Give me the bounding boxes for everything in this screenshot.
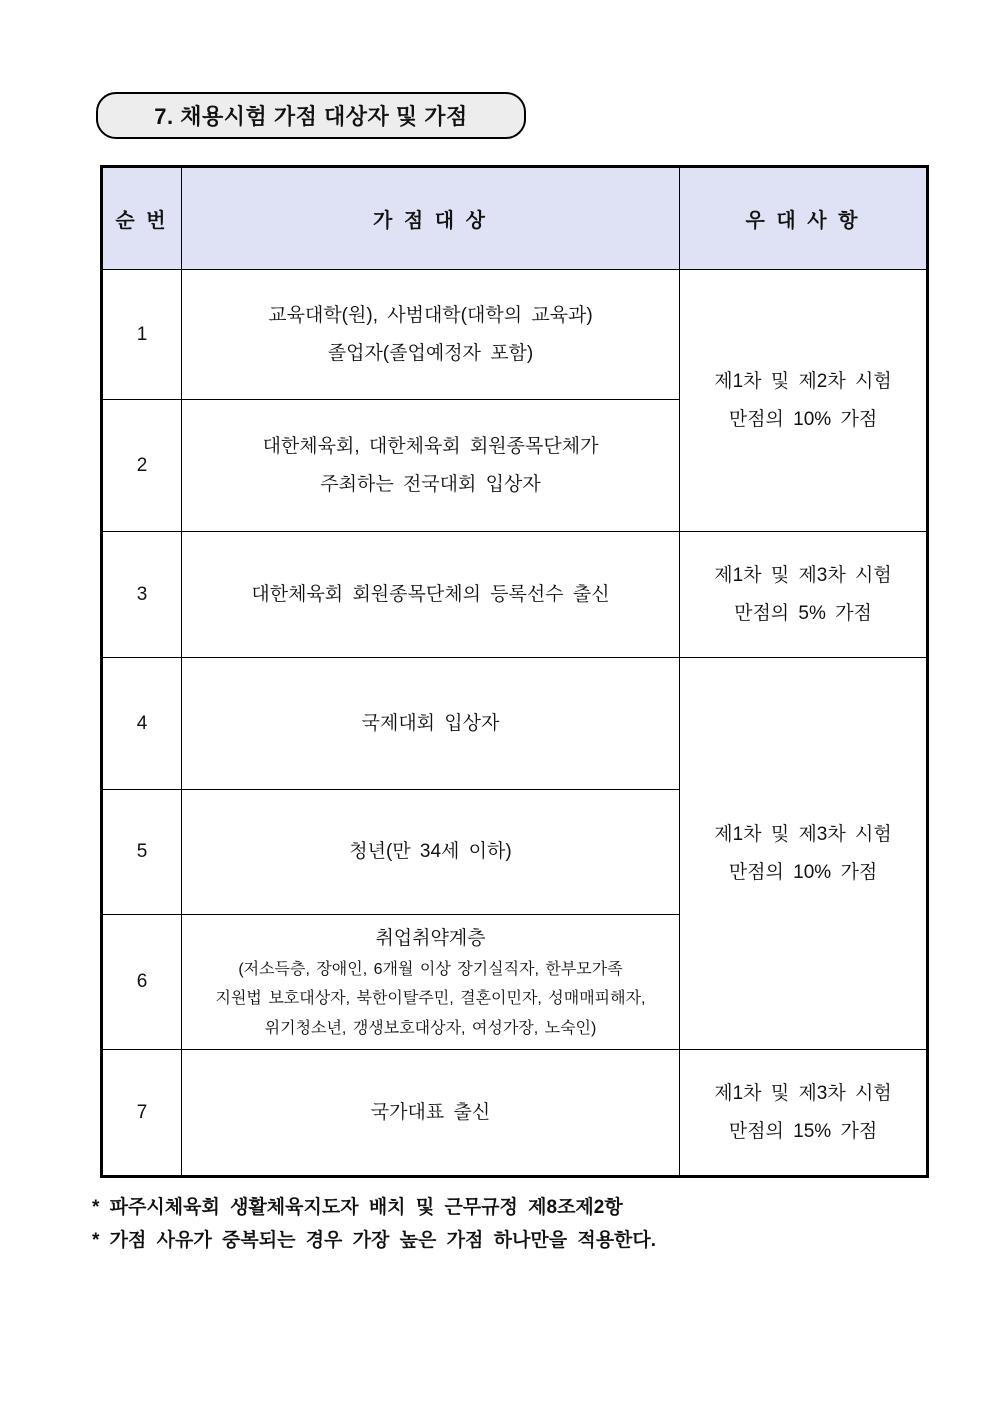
target-line: 국가대표 출신 [370,1101,491,1123]
bonus-target-cell [182,1050,680,1177]
bonus-target-cell [182,915,680,1050]
row-number-cell: 4 [102,658,182,790]
benefit-cell-row-7 [680,1050,928,1177]
bonus-target-cell [182,400,680,532]
header-cell-benefit: 우 대 사 항 [680,167,928,270]
bonus-target-cell [182,270,680,400]
table-row-1 [102,270,928,400]
benefit-line: 제1차 및 제2차 시험 [714,370,892,392]
benefit-line: 제1차 및 제3차 시험 [714,564,892,586]
target-line: 청년(만 34세 이하) [349,841,512,862]
row-number-cell: 5 [102,790,182,915]
bonus-points-table [100,165,929,1178]
target-line: 교육대학(원), 사범대학(대학의 교육과) [268,304,593,326]
benefit-cell-rows-4-6 [680,658,928,1050]
section-title: 7. 채용시험 가점 대상자 및 가점 [154,104,468,129]
table-header-row [102,167,928,270]
benefit-line: 만점의 10% 가점 [728,861,878,883]
target-line: 대한체육회, 대한체육회 회원종목단체가 [262,435,599,457]
table-row-3 [102,532,928,658]
benefit-line: 만점의 5% 가점 [734,602,872,624]
benefit-line: 제1차 및 제3차 시험 [714,823,892,845]
header-cell-target: 가 점 대 상 [182,167,680,270]
benefit-cell-rows-1-2 [680,270,928,532]
target-group-title: 취업취약계층 [375,928,486,950]
bonus-target-cell [182,790,680,915]
target-line: 주최하는 전국대회 입상자 [320,473,541,495]
section-title-box [96,92,526,139]
target-sub-line: (저소득층, 장애인, 6개월 이상 장기실직자, 한부모가족 [238,960,623,978]
footnote-line: * 파주시체육회 생활체육지도자 배치 및 근무규정 제8조제2항 [92,1197,623,1218]
row-number-cell: 3 [102,532,182,658]
bonus-target-cell [182,532,680,658]
target-line: 졸업자(졸업예정자 포함) [327,342,534,364]
header-cell-number: 순 번 [102,167,182,270]
row-number-cell: 7 [102,1050,182,1177]
benefit-line: 제1차 및 제3차 시험 [714,1082,892,1104]
footnote-line: * 가점 사유가 중복되는 경우 가장 높은 가점 하나만을 적용한다. [92,1229,657,1251]
table-row-4 [102,658,928,790]
target-line: 국제대회 입상자 [361,712,500,734]
benefit-line: 만점의 15% 가점 [728,1120,878,1142]
target-sub-line: 위기청소년, 갱생보호대상자, 여성가장, 노숙인) [264,1019,597,1037]
row-number-cell: 2 [102,400,182,532]
bonus-target-cell [182,658,680,790]
table-row-7 [102,1050,928,1177]
target-line: 대한체육회 회원종목단체의 등록선수 출신 [251,583,610,605]
benefit-line: 만점의 10% 가점 [728,408,878,430]
footnotes [92,1192,932,1257]
row-number-cell: 6 [102,915,182,1050]
benefit-cell-row-3 [680,532,928,658]
target-sub-line: 지원법 보호대상자, 북한이탈주민, 결혼이민자, 성매매피해자, [215,990,646,1008]
row-number-cell: 1 [102,270,182,400]
